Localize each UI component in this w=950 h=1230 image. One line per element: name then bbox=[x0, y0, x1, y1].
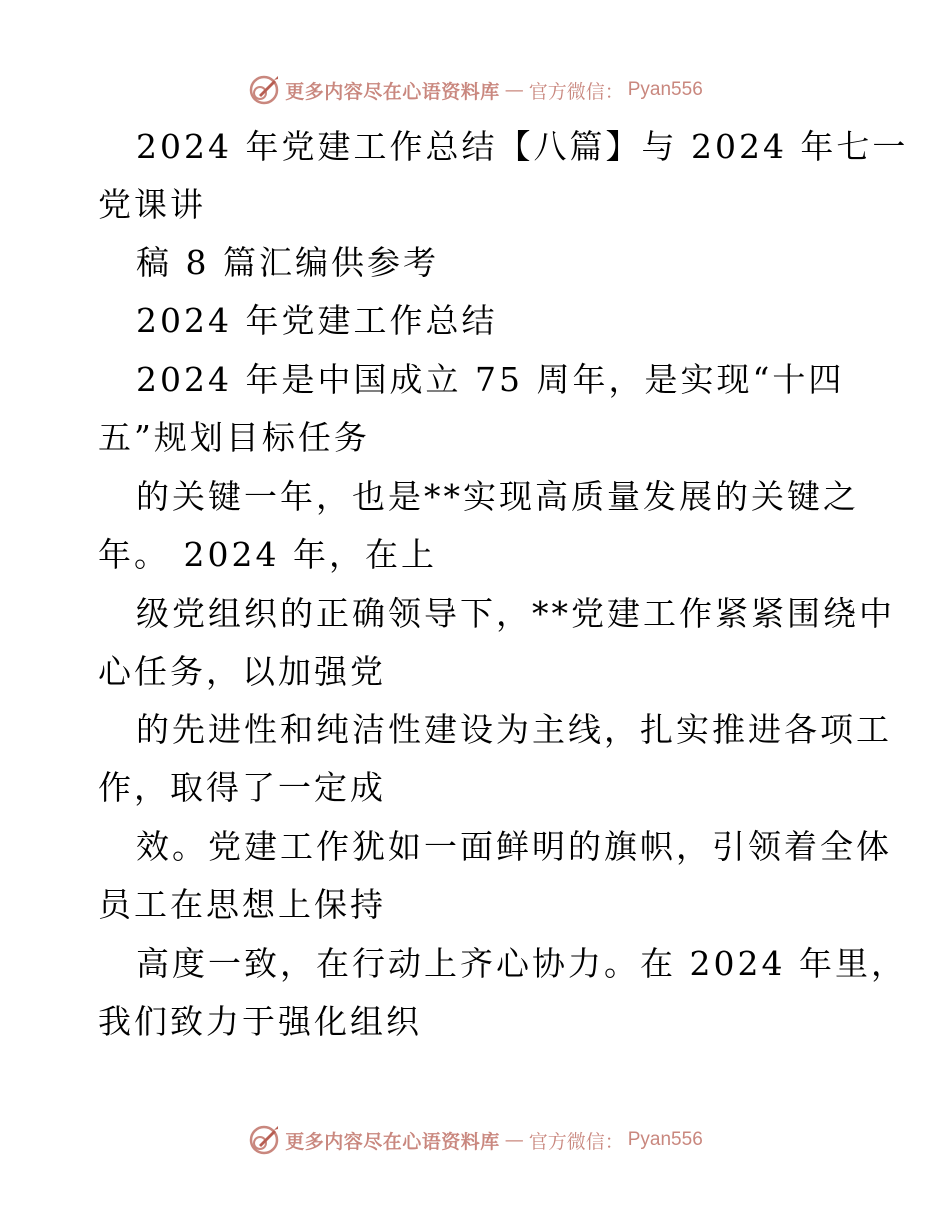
document-line: 心任务，以加强党 bbox=[98, 652, 386, 691]
document-line: 员工在思想上保持 bbox=[98, 885, 386, 924]
watermark-contact-id: Pyan556 bbox=[627, 1129, 703, 1150]
document-line: 2024 年是中国成立 75 周年，是实现“十四 bbox=[136, 360, 845, 399]
document-line: 稿 8 篇汇编供参考 bbox=[136, 243, 439, 282]
document-line: 的先进性和纯洁性建设为主线，扎实推进各项工 bbox=[136, 710, 892, 749]
document-line: 党课讲 bbox=[98, 185, 206, 224]
document-line: 的关键一年，也是**实现高质量发展的关键之 bbox=[136, 477, 859, 516]
document-line: 作，取得了一定成 bbox=[98, 768, 386, 807]
document-line: 级党组织的正确领导下，**党建工作紧紧围绕中 bbox=[136, 594, 895, 633]
watermark-dash: — bbox=[504, 1129, 524, 1151]
document-line: 效。党建工作犹如一面鲜明的旗帜，引领着全体 bbox=[136, 827, 892, 866]
watermark-text: 更多内容尽在心语资料库 bbox=[285, 80, 500, 103]
watermark-text: 更多内容尽在心语资料库 bbox=[285, 1130, 500, 1153]
document-line: 高度一致，在行动上齐心协力。在 2024 年里， bbox=[136, 944, 907, 983]
document-line: 年。 2024 年，在上 bbox=[98, 535, 437, 574]
watermark-dash: — bbox=[504, 79, 524, 101]
document-line: 2024 年党建工作总结 bbox=[136, 301, 498, 340]
watermark-contact-label: 官方微信： bbox=[528, 1130, 624, 1153]
document-line: 五”规划目标任务 bbox=[98, 418, 370, 457]
document-line: 我们致力于强化组织 bbox=[98, 1002, 422, 1041]
footer-watermark-banner bbox=[0, 1120, 950, 1160]
document-line: 2024 年党建工作总结【八篇】与 2024 年七一 bbox=[136, 127, 909, 166]
watermark-contact-label: 官方微信： bbox=[528, 80, 624, 103]
feather-pen-logo-icon bbox=[247, 1123, 281, 1157]
watermark-contact-id: Pyan556 bbox=[627, 79, 703, 100]
